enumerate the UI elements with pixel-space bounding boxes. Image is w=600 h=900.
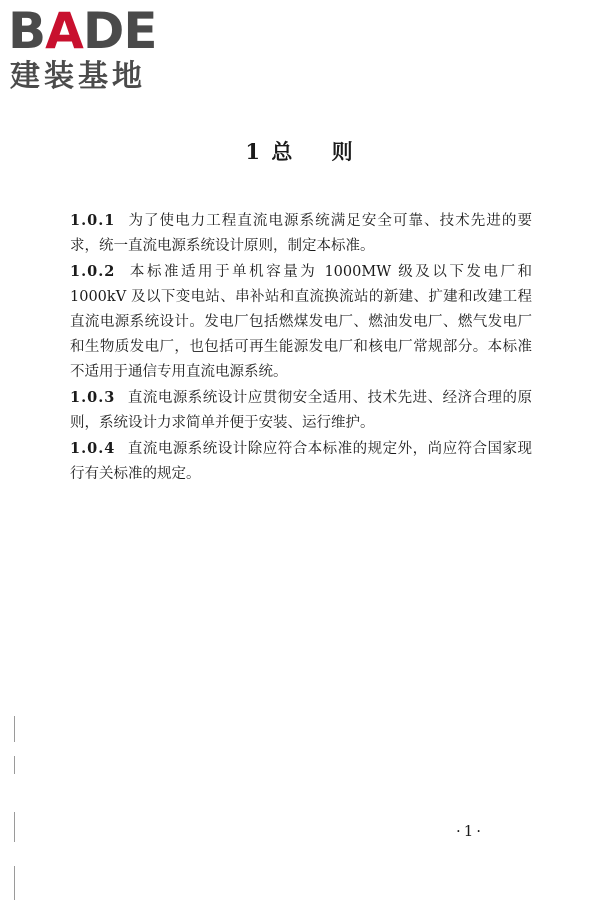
logo-subtitle: 建装基地: [10, 59, 146, 94]
clause-1-0-3: [70, 385, 532, 436]
clause-text: 直流电源系统设计应贯彻安全适用、技术先进、经济合理的原则，系统设计力求简单并便于安装、运行维护。: [70, 390, 532, 431]
clause-number: 1.0.3: [70, 389, 116, 406]
clause-text: 直流电源系统设计除应符合本标准的规定外，尚应符合国家现行有关标准的规定。: [70, 441, 532, 482]
logo-letter-b: B: [8, 2, 46, 60]
clause-1-0-1: [70, 208, 532, 259]
scan-margin-marks: [14, 716, 16, 900]
logo-letters-de: DE: [82, 2, 157, 60]
clause-number: 1.0.1: [70, 212, 116, 229]
clause-1-0-4: [70, 436, 532, 487]
page-number: ·1·: [456, 822, 485, 840]
document-body: [70, 208, 532, 487]
chapter-title: 1 总 则: [245, 139, 355, 164]
logo-letter-a-accent: A: [45, 2, 83, 60]
logo-wordmark: [8, 4, 157, 58]
clause-text: 为了使电力工程直流电源系统满足安全可靠、技术先进的要求，统一直流电源系统设计原则，制定本标准。: [70, 213, 532, 254]
watermark-logo: [8, 4, 178, 96]
clause-number: 1.0.4: [70, 440, 116, 457]
clause-1-0-2: [70, 259, 532, 385]
clause-text: 本标准适用于单机容量为 1000MW 级及以下发电厂和 1000kV 及以下变电站、串补站和直流换流站的新建、扩建和改建工程直流电源系统设计。发电厂包括燃煤发电厂、燃油发电厂、燃气发电厂和生物质发电厂，也包括可再生能源发电厂和核电厂常规部分。本标准不适用于通信专用直流电源系统。: [70, 264, 532, 380]
clause-number: 1.0.2: [70, 263, 116, 280]
